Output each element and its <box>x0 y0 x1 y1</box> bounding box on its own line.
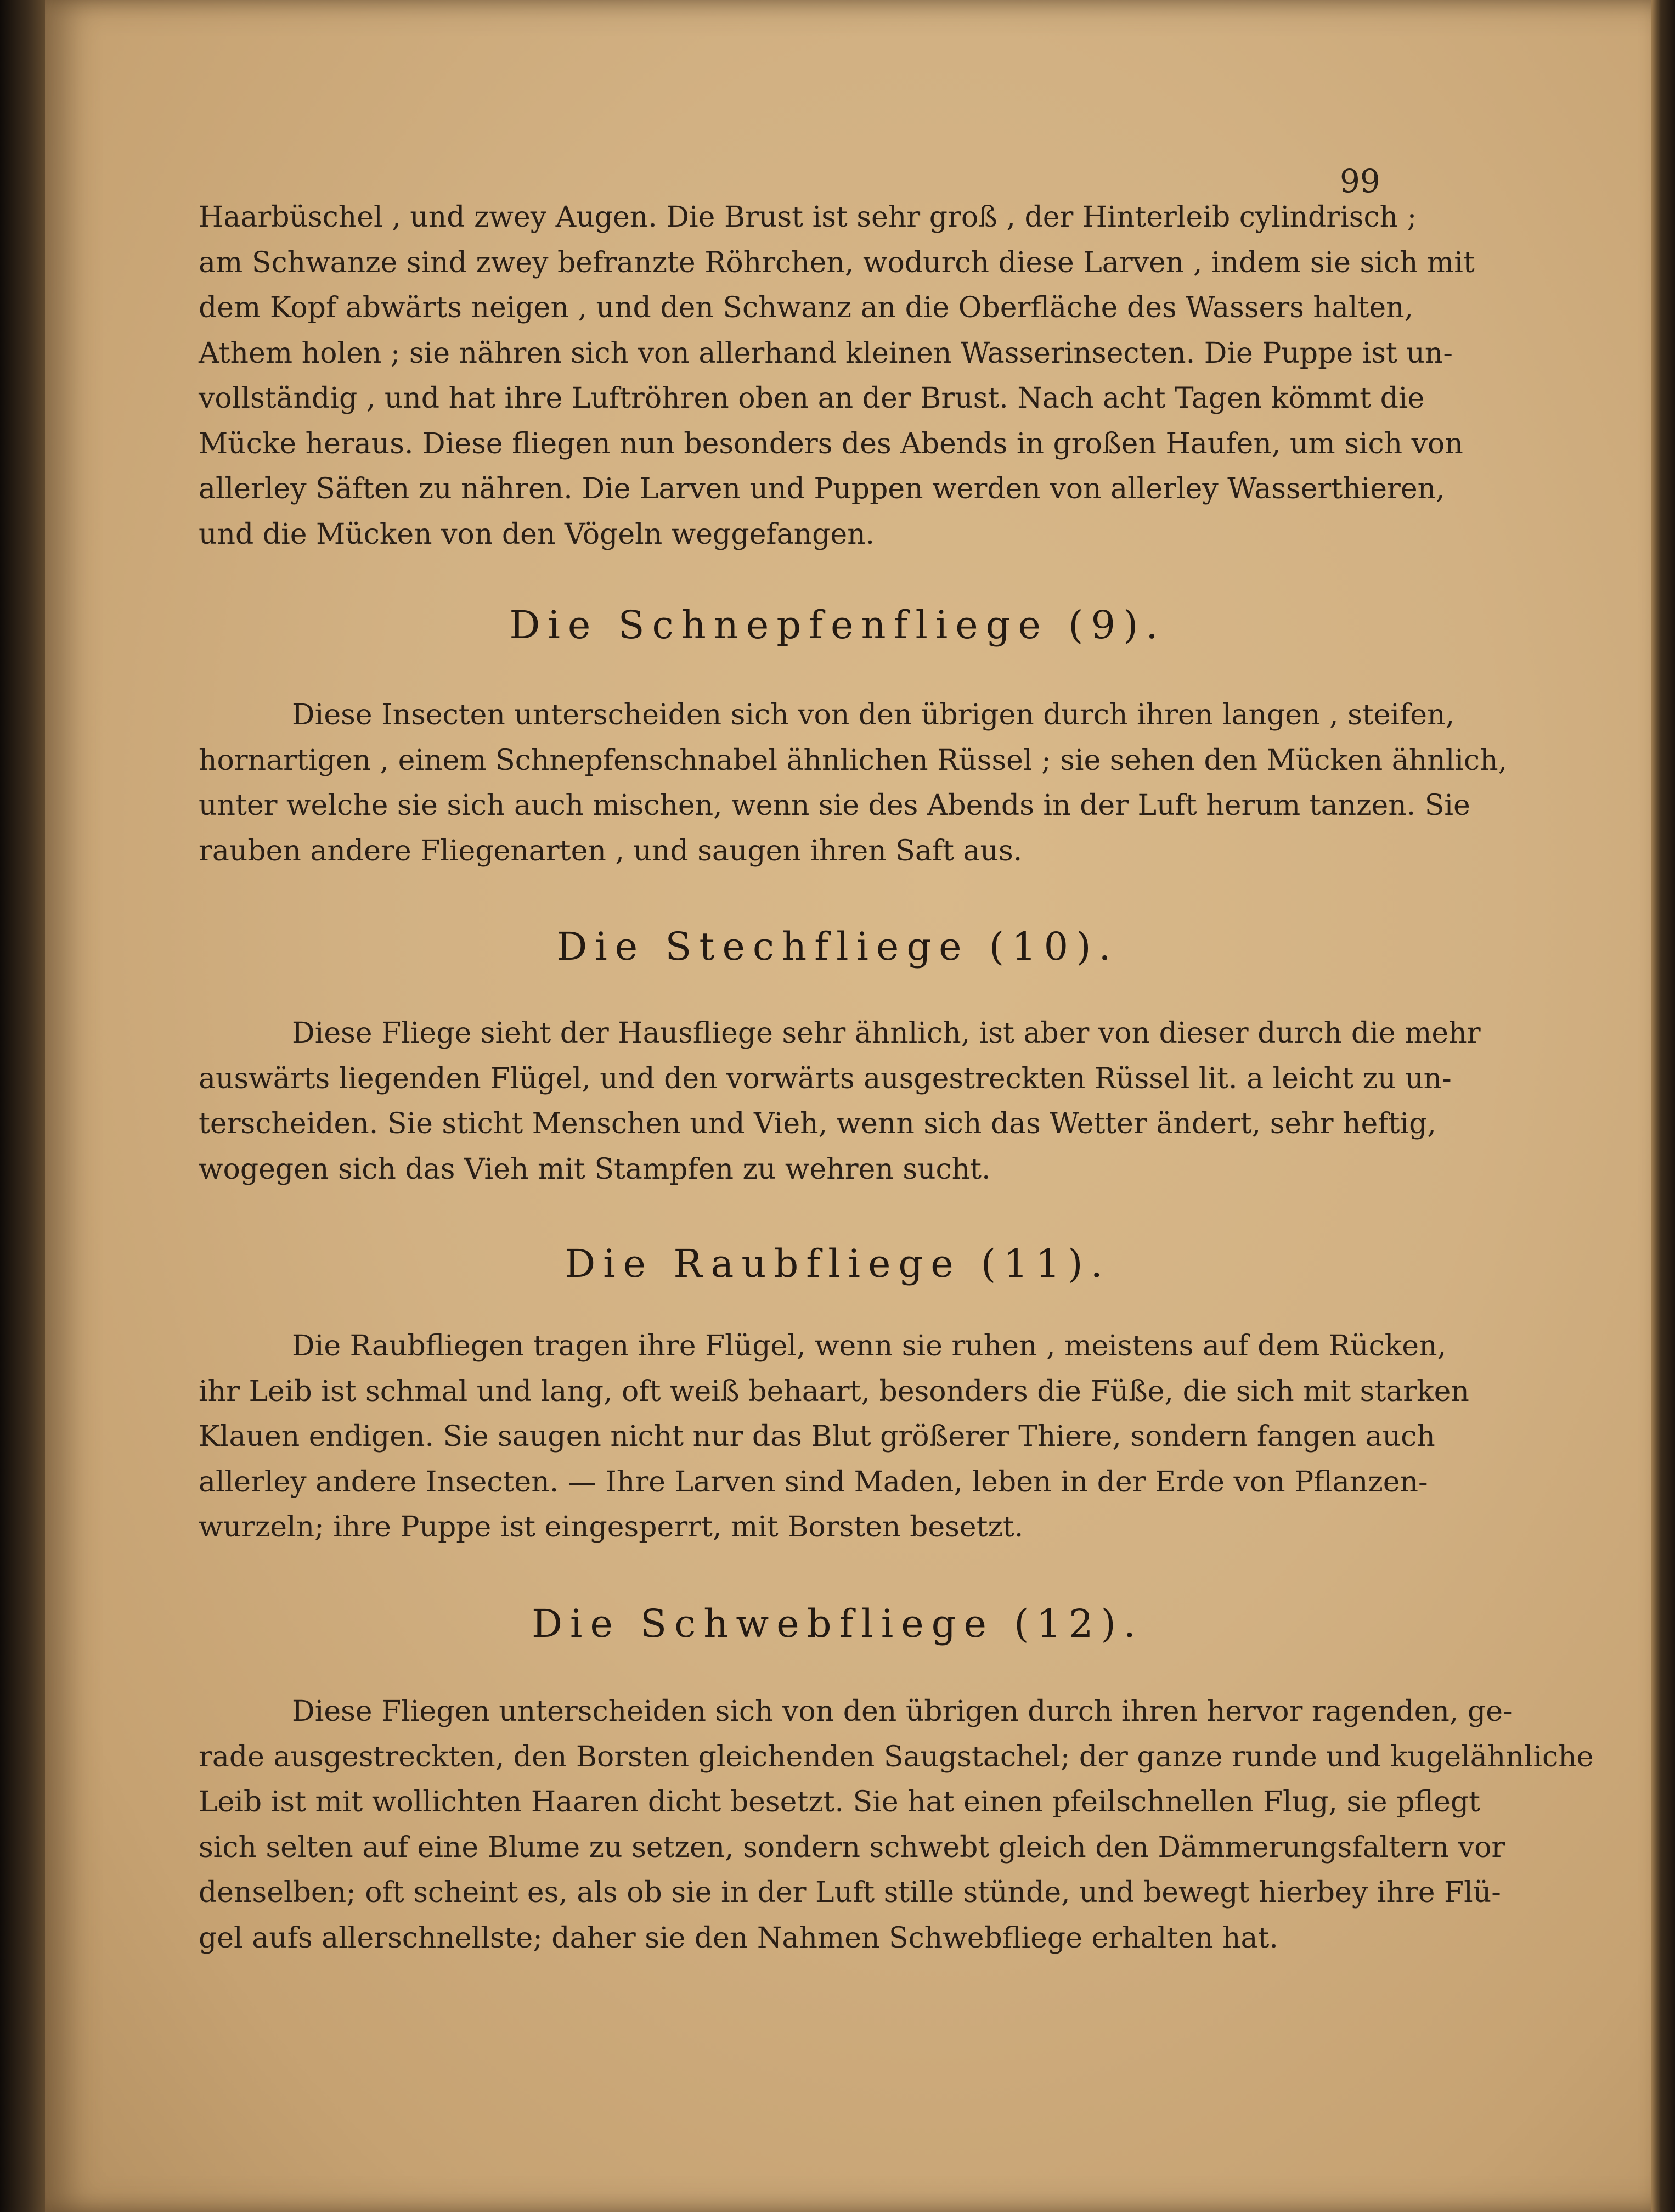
text-line: rade ausgestreckten, den Borsten gleichenden Saugstachel; der ganze runde und kugelähnliche <box>199 1740 1594 1774</box>
text-line: am Schwanze sind zwey befranzte Röhrchen, wodurch diese Larven , indem sie sich mit <box>199 246 1475 279</box>
text-line: gel aufs allerschnellste; daher sie den Nahmen Schwebfliege erhalten hat. <box>199 1921 1278 1955</box>
text-line: und die Mücken von den Vögeln weggefangen. <box>199 517 875 551</box>
text-line: allerley andere Insecten. — Ihre Larven sind Maden, leben in der Erde von Pflanzen- <box>199 1465 1428 1499</box>
text-line: Diese Fliegen unterscheiden sich von den übrigen durch ihren hervor ragenden, ge- <box>292 1695 1513 1728</box>
section-heading-schnepfenfliege: Die Schnepfenfliege (9). <box>509 603 1166 648</box>
text-line: terscheiden. Sie sticht Menschen und Vieh, wenn sich das Wetter ändert, sehr heftig, <box>199 1107 1436 1140</box>
page-edge <box>1651 0 1675 2212</box>
book-spine <box>0 0 50 2212</box>
text-line: hornartigen , einem Schnepfenschnabel ähnlichen Rüssel ; sie sehen den Mücken ähnlich, <box>199 744 1508 777</box>
text-line: ihr Leib ist schmal und lang, oft weiß behaart, besonders die Füße, die sich mit starken <box>199 1375 1469 1408</box>
text-line: Diese Fliege sieht der Hausfliege sehr ähnlich, ist aber von dieser durch die mehr <box>292 1017 1481 1050</box>
text-line: Diese Insecten unterscheiden sich von den übrigen durch ihren langen , steifen, <box>292 699 1455 731</box>
text-line: sich selten auf eine Blume zu setzen, sondern schwebt gleich den Dämmerungsfaltern vor <box>199 1831 1505 1864</box>
page-number: 99 <box>1340 162 1380 200</box>
paragraph-stechfliege <box>199 1011 1481 1192</box>
paragraph-schwebfliege <box>199 1689 1594 1961</box>
text-line: rauben andere Fliegenarten , und saugen ihren Saft aus. <box>199 834 1023 868</box>
text-line: allerley Säften zu nähren. Die Larven und Puppen werden von allerley Wasserthieren, <box>199 472 1445 505</box>
paragraph-schnepfenfliege <box>199 693 1508 874</box>
paragraph-continuation <box>199 195 1475 557</box>
section-heading-stechfliege: Die Stechfliege (10). <box>556 924 1119 969</box>
text-line: Haarbüschel , und zwey Augen. Die Brust ist sehr groß , der Hinterleib cylindrisch ; <box>199 201 1417 234</box>
text-line: Klauen endigen. Sie saugen nicht nur das Blut größerer Thiere, sondern fangen auch <box>199 1420 1435 1453</box>
text-line: unter welche sie sich auch mischen, wenn sie des Abends in der Luft herum tanzen. Sie <box>199 789 1470 822</box>
text-line: vollständig , und hat ihre Luftröhren oben an der Brust. Nach acht Tagen kömmt die <box>199 382 1425 415</box>
text-line: Mücke heraus. Diese fliegen nun besonders des Abends in großen Haufen, um sich von <box>199 427 1463 460</box>
text-line: dem Kopf abwärts neigen , und den Schwanz an die Oberfläche des Wassers halten, <box>199 291 1414 324</box>
text-line: Die Raubfliegen tragen ihre Flügel, wenn sie ruhen , meistens auf dem Rücken, <box>292 1330 1447 1363</box>
text-line: denselben; oft scheint es, als ob sie in der Luft stille stünde, und bewegt hierbey ihre Flü- <box>199 1876 1501 1909</box>
paragraph-raubfliege <box>199 1324 1469 1550</box>
section-heading-raubfliege: Die Raubfliege (11). <box>565 1241 1110 1286</box>
text-line: Athem holen ; sie nähren sich von allerhand kleinen Wasserinsecten. Die Puppe ist un- <box>199 336 1453 370</box>
text-line: auswärts liegenden Flügel, und den vorwärts ausgestreckten Rüssel lit. a leicht zu un- <box>199 1062 1452 1095</box>
text-line: Leib ist mit wollichten Haaren dicht besetzt. Sie hat einen pfeilschnellen Flug, sie pflegt <box>199 1786 1481 1819</box>
text-line: wogegen sich das Vieh mit Stampfen zu wehren sucht. <box>199 1152 991 1186</box>
text-line: wurzeln; ihre Puppe ist eingesperrt, mit Borsten besetzt. <box>199 1511 1024 1544</box>
section-heading-schwebfliege: Die Schwebfliege (12). <box>531 1601 1144 1646</box>
